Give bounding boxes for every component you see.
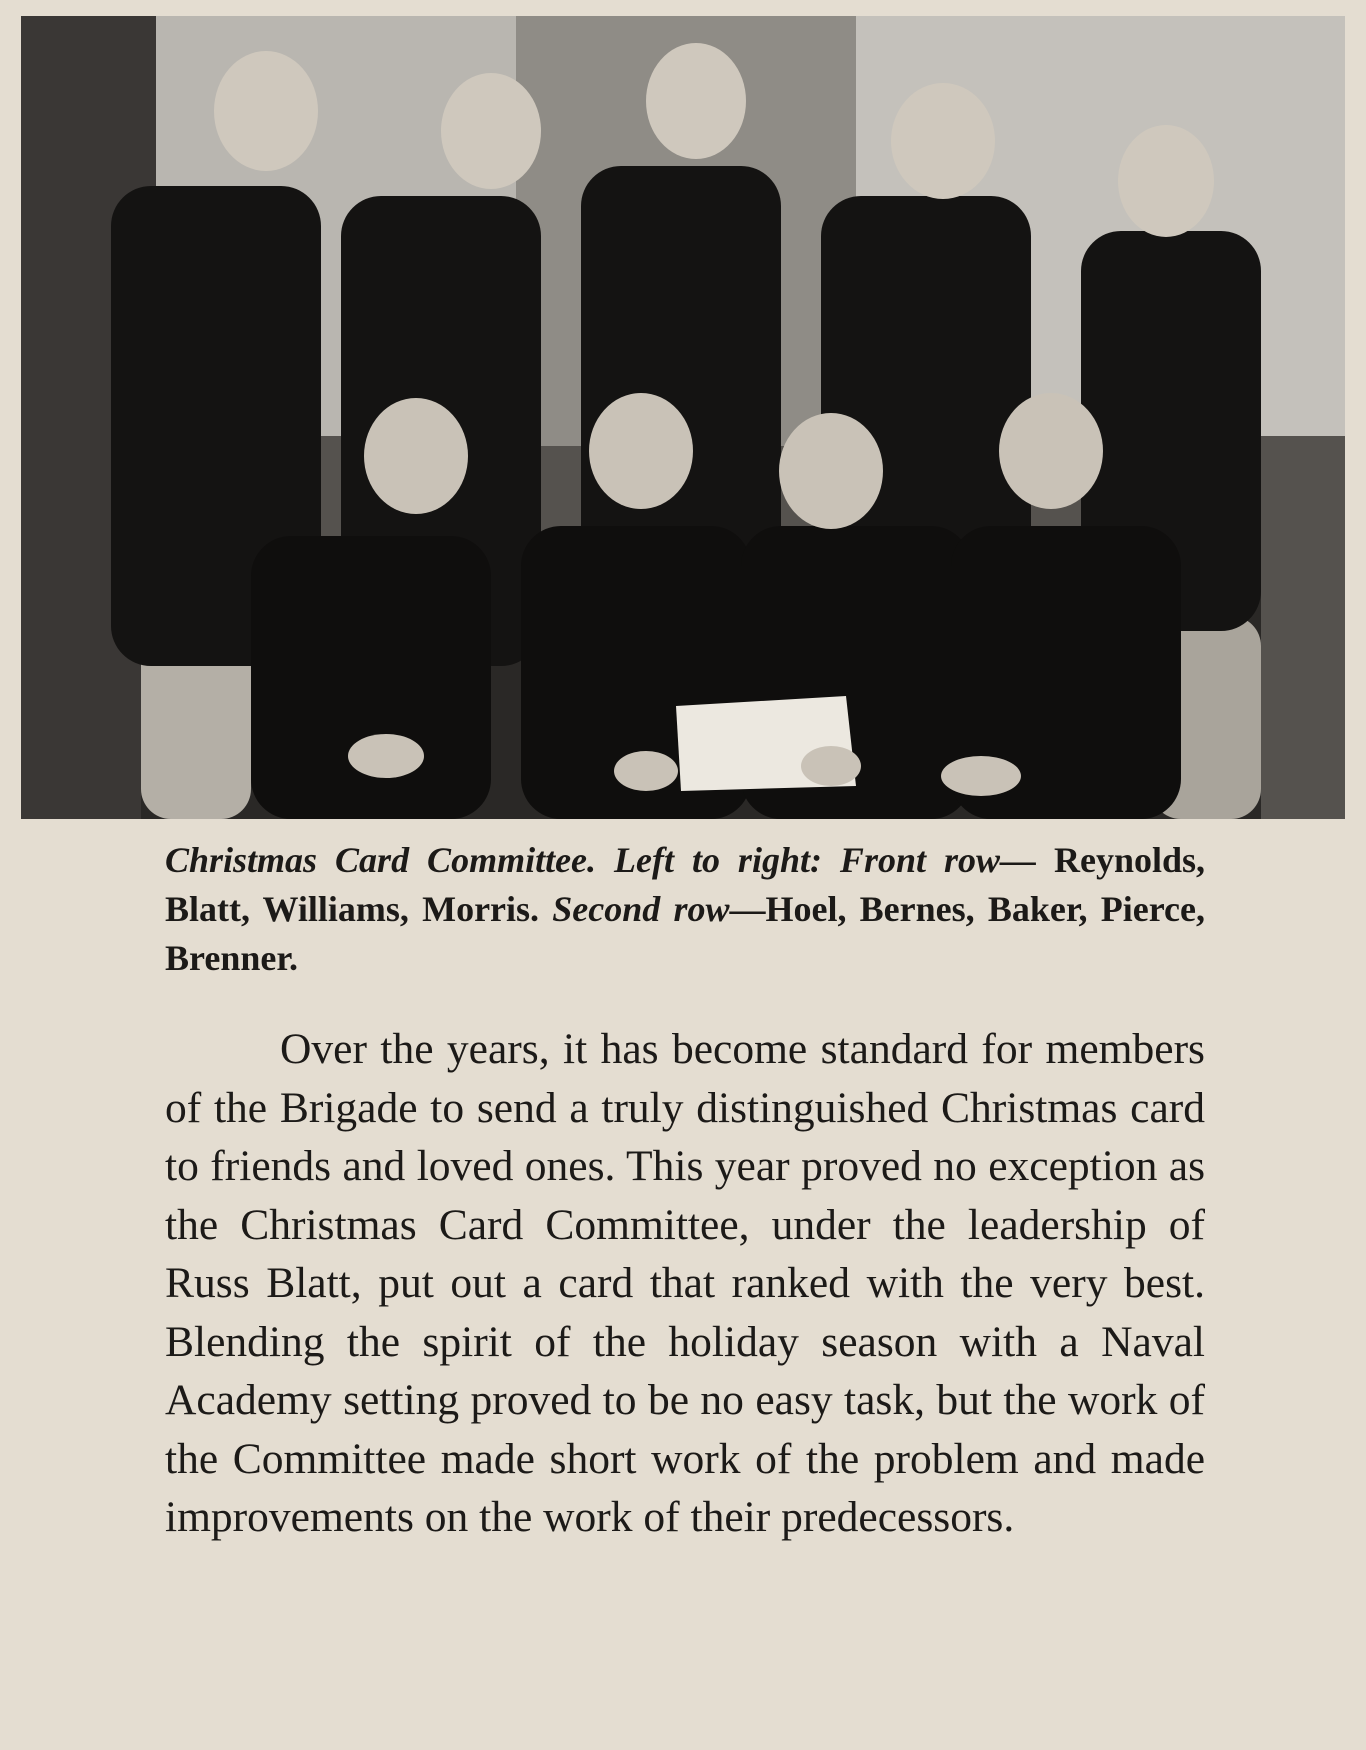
caption-front-row: Reynolds, Blatt, Williams, Morris.: [165, 840, 1205, 929]
caption-second-row: —Hoel, Bernes, Baker, Pierce, Brenner.: [165, 889, 1205, 978]
article-paragraph: Over the years, it has become standard for members of the Brigade to send a truly distinguished Christmas card to friends and loved ones. This year proved no exception as the Christmas Card Committee, under the leadership of Russ Blatt, put out a card that ranked with the very best. Blending the spirit of the holiday season with a Naval Academy setting proved to be no easy task, but the work of the Committee made short work of the problem and made improvements on the work of their predecessors.: [165, 1025, 1205, 1541]
caption-title: Christmas Card Committee. Left to right: Front row—: [165, 840, 1036, 880]
group-photo-icon: [21, 16, 1345, 819]
photo-caption: [165, 836, 1205, 983]
caption-second-row-label: Second row: [552, 889, 730, 929]
committee-photo: [21, 16, 1345, 819]
